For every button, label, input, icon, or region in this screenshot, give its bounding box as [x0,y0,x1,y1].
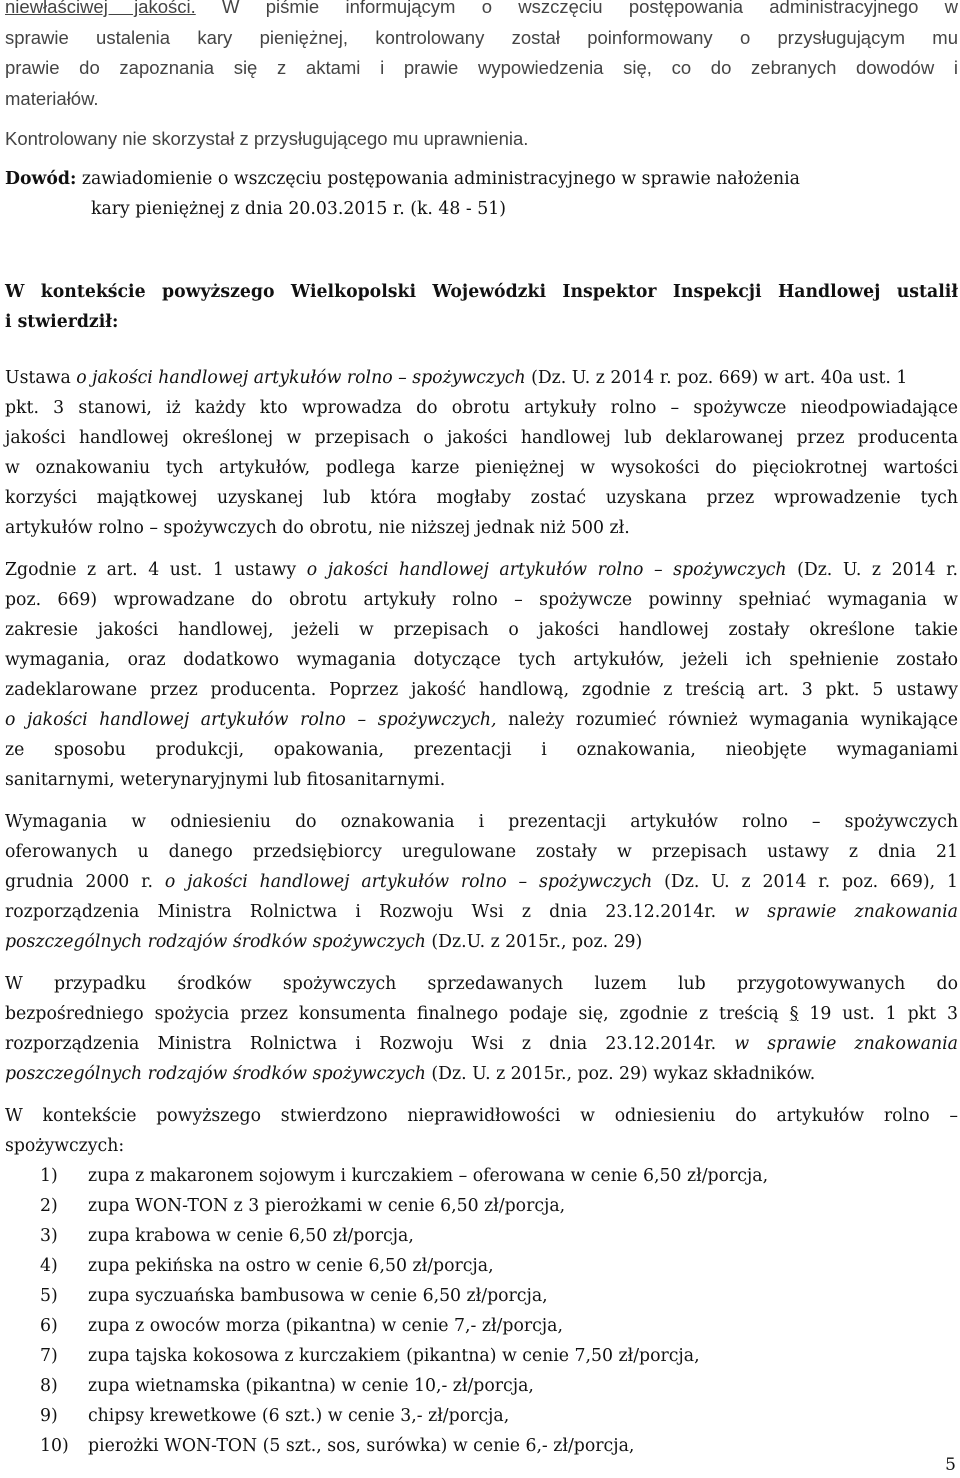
item-number: 3) [40,1226,58,1246]
regulation-title: poszczególnych rodzajów środków spożywczych [5,932,426,952]
text: bezpośredniego spożycia przez konsumenta finalnego podaje się, zgodnie z treścią [5,1004,790,1024]
intro-underlined-text: niewłaściwej jakości. [5,0,196,17]
item-text: zupa WON-TON z 3 pierożkami w cenie 6,50 zł/porcja, [88,1196,566,1216]
text: (Dz. U. z 2014 r. poz. 669), 1 [652,872,958,892]
paragraph-line: wymagania, oraz dodatkowo wymagania dotyczące tych artykułów, jeżeli ich spełnienie zostało [5,650,958,670]
paragraph-line [5,902,958,922]
intro-line: Kontrolowany nie skorzystał z przysługującego mu uprawnienia. [5,128,529,149]
text: grudnia 2000 r. [5,872,165,892]
item-number: 6) [40,1316,58,1336]
text: należy rozumieć również wymagania wynikające [496,710,959,730]
item-text: zupa syczuańska bambusowa w cenie 6,50 zł/porcja, [88,1286,548,1306]
item-text: zupa z makaronem sojowym i kurczakiem – oferowana w cenie 6,50 zł/porcja, [88,1166,769,1186]
regulation-title: poszczególnych rodzajów środków spożywczych [5,1064,426,1084]
item-text: zupa krabowa w cenie 6,50 zł/porcja, [88,1226,414,1246]
item-number: 2) [40,1196,58,1216]
paragraph-line: jakości handlowej określonej w przepisach o jakości handlowej lub deklarowanej przez producenta [5,428,958,448]
act-title: o jakości handlowej artykułów rolno – spożywczych [164,872,653,892]
evidence-line [5,169,800,189]
intro-line: prawie do zapoznania się z aktami i prawie wypowiedzenia się, co do zebranych dowodów i [5,57,958,78]
item-text: zupa wietnamska (pikantna) w cenie 10,- zł/porcja, [88,1376,534,1396]
evidence-line: kary pieniężnej z dnia 20.03.2015 r. (k. 48 - 51) [91,199,506,219]
paragraph-line [5,368,907,388]
item-text: zupa tajska kokosowa z kurczakiem (pikantna) w cenie 7,50 zł/porcja, [88,1346,700,1366]
paragraph-line [5,1034,958,1054]
paragraph-line: W kontekście powyższego stwierdzono nieprawidłowości w odniesieniu do artykułów rolno – [5,1106,958,1126]
intro-line: sprawie ustalenia kary pieniężnej, kontrolowany został poinformowany o przysługującym mu [5,27,958,48]
paragraph-line: spożywczych: [5,1136,125,1156]
paragraph-line: ze sposobu produkcji, opakowania, prezentacji i oznakowania, nieobjęte wymaganiami [5,740,958,760]
evidence-label: Dowód: [5,169,77,189]
paragraph-line: sanitarnymi, weterynaryjnymi lub fitosanitarnymi. [5,770,446,790]
text: rozporządzenia Ministra Rolnictwa i Rozwoju Wsi z dnia 23.12.2014r. [5,1034,735,1054]
paragraph-line: artykułów rolno – spożywczych do obrotu, nie niższej jednak niż 500 zł. [5,518,630,538]
paragraph-line: W przypadku środków spożywczych sprzedawanych luzem lub przygotowywanych do [5,974,958,994]
paragraph-line [5,1064,815,1084]
regulation-title: w sprawie znakowania [734,902,958,922]
item-number: 9) [40,1406,58,1426]
act-title: o jakości handlowej artykułów rolno – spożywczych [76,368,526,388]
paragraph-line: w oznakowaniu tych artykułów, podlega karze pieniężnej w wysokości do pięciokrotnej wartości [5,458,958,478]
paragraph-line: Wymagania w odniesieniu do oznakowania i prezentacji artykułów rolno – spożywczych [5,812,958,832]
text: (Dz.U. z 2015r., poz. 29) [425,932,643,952]
page-number: 5 [945,1455,956,1475]
item-text: chipsy krewetkowe (6 szt.) w cenie 3,- zł/porcja, [88,1406,510,1426]
text: 19 ust. 1 pkt 3 [798,1004,958,1024]
item-text: pierożki WON-TON (5 szt., sos, surówka) w cenie 6,- zł/porcja, [88,1436,635,1456]
text: (Dz. U. z 2015r., poz. 29) wykaz składników. [425,1064,816,1084]
item-number: 5) [40,1286,58,1306]
paragraph-line: zadeklarowane przez producenta. Poprzez jakość handlową, zgodnie z treścią art. 3 pkt. 5 ustawy [5,680,958,700]
heading-line: W kontekście powyższego Wielkopolski Wojewódzki Inspektor Inspekcji Handlowej ustalił [5,282,958,302]
act-title: o jakości handlowej artykułów rolno – spożywczych [306,560,787,580]
text: Zgodnie z art. 4 ust. 1 ustawy [5,560,307,580]
paragraph-line [5,932,642,952]
text: (Dz. U. z 2014 r. [786,560,958,580]
paragraph-line: korzyści majątkowej uzyskanej lub która mogłaby zostać uzyskana przez wprowadzenie tych [5,488,958,508]
item-number: 8) [40,1376,58,1396]
paragraph-line [5,560,958,580]
heading-line: i stwierdził: [5,312,119,332]
paragraph-line: zakresie jakości handlowej, jeżeli w przepisach o jakości handlowej zostały określone takie [5,620,958,640]
item-text: zupa z owoców morza (pikantna) w cenie 7,- zł/porcja, [88,1316,563,1336]
intro-line: materiałów. [5,88,99,109]
item-number: 4) [40,1256,58,1276]
paragraph-line: poz. 669) wprowadzane do obrotu artykuły rolno – spożywcze powinny spełniać wymagania w [5,590,958,610]
act-title: o jakości handlowej artykułów rolno – spożywczych, [5,710,497,730]
item-number: 1) [40,1166,58,1186]
text: rozporządzenia Ministra Rolnictwa i Rozwoju Wsi z dnia 23.12.2014r. [5,902,735,922]
intro-text: W piśmie informującym o wszczęciu postępowania administracyjnego w [195,0,958,17]
section-sign: § [789,1004,799,1024]
item-number: 10) [40,1436,69,1456]
regulation-title: w sprawie znakowania [734,1034,958,1054]
item-text: zupa pekińska na ostro w cenie 6,50 zł/porcja, [88,1256,494,1276]
text: Ustawa [5,368,77,388]
paragraph-line [5,872,958,892]
paragraph-line [5,1004,958,1024]
intro-line [5,0,958,18]
paragraph-line [5,710,958,730]
evidence-text: zawiadomienie o wszczęciu postępowania administracyjnego w sprawie nałożenia [76,169,800,189]
paragraph-line: oferowanych u danego przedsiębiorcy uregulowane zostały w przepisach ustawy z dnia 21 [5,842,958,862]
text: (Dz. U. z 2014 r. poz. 669) w art. 40a ust. 1 [525,368,908,388]
item-number: 7) [40,1346,58,1366]
paragraph-line: pkt. 3 stanowi, iż każdy kto wprowadza do obrotu artykuły rolno – spożywcze nieodpowiadające [5,398,958,418]
